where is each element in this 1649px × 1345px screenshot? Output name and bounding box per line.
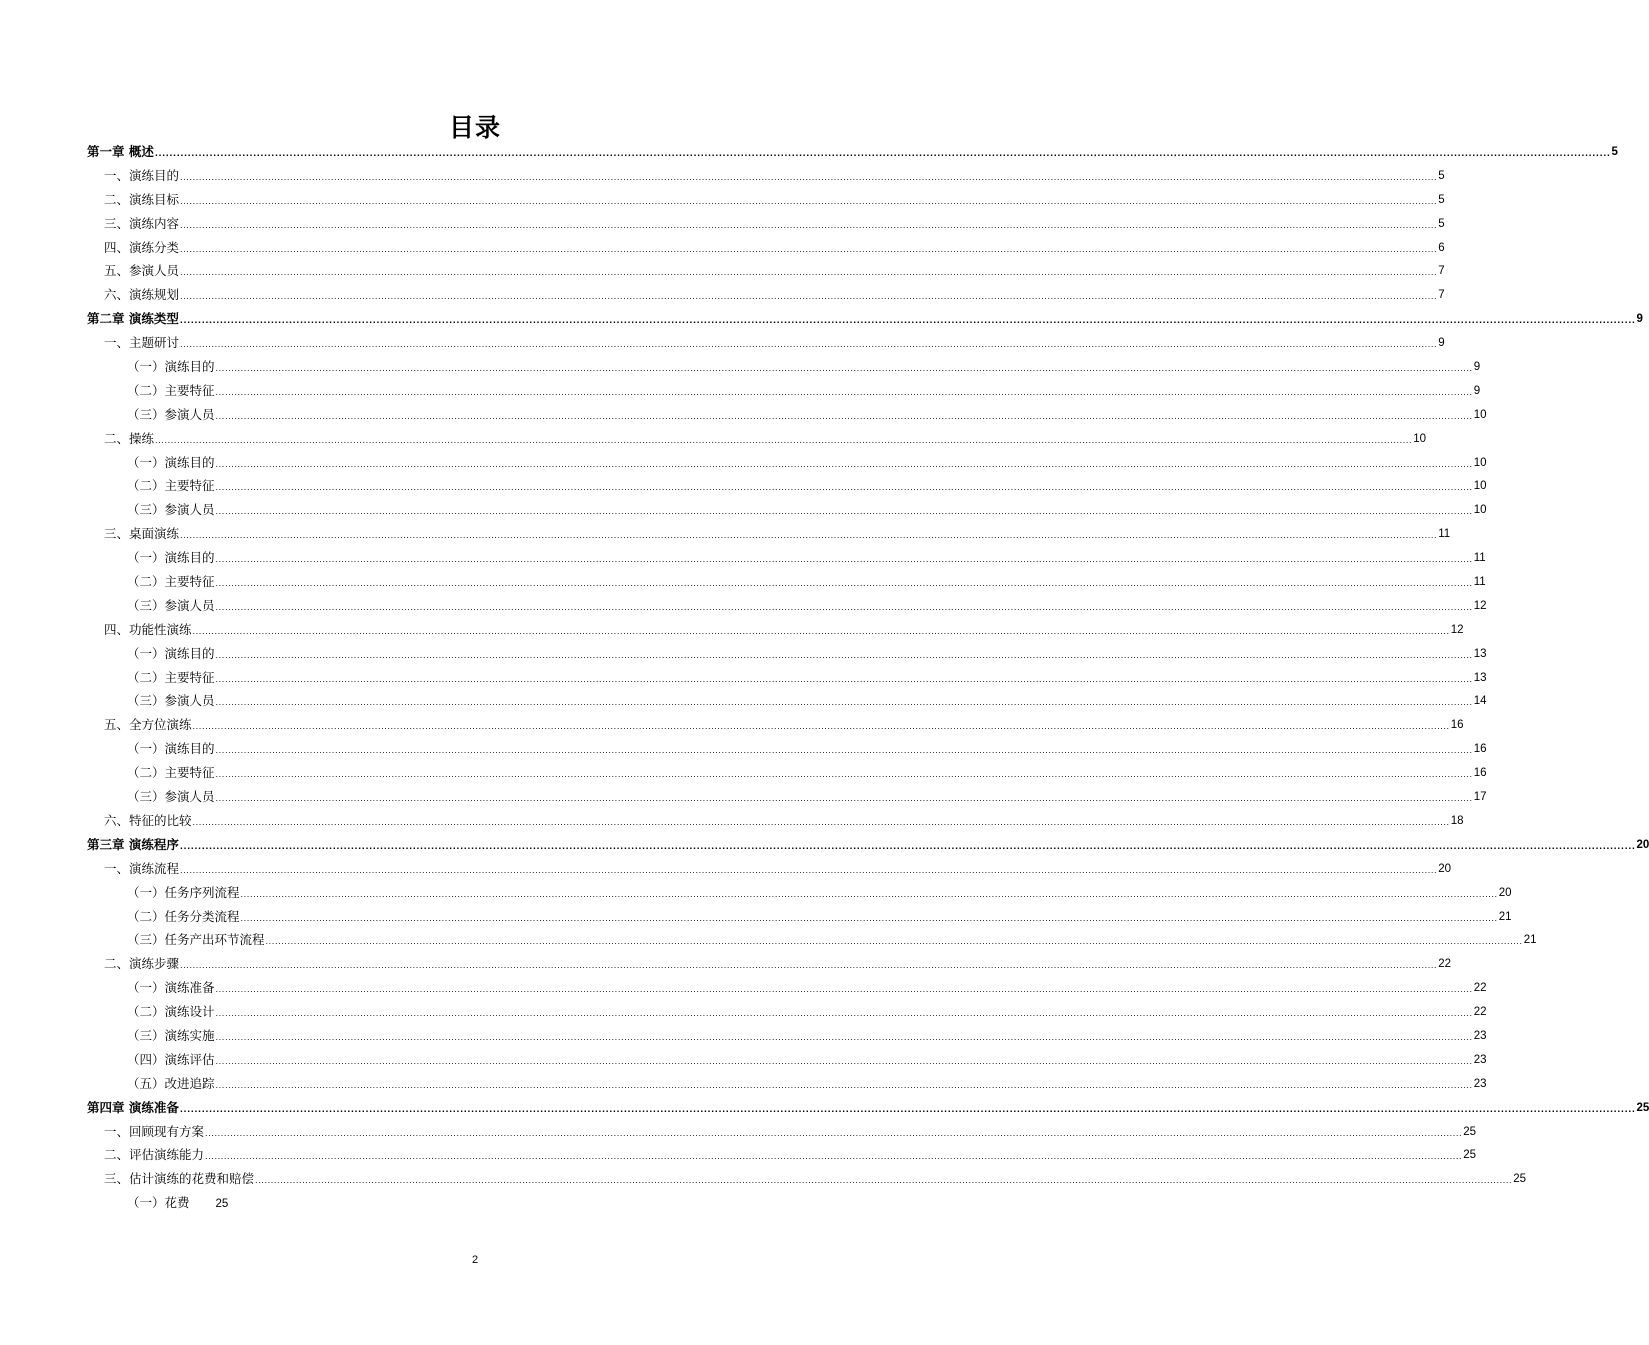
toc-entry-label: （一）演练目的 xyxy=(127,645,215,661)
toc-entry-link[interactable] xyxy=(87,144,1618,160)
toc-entry-label: （三）参演人员 xyxy=(127,789,215,805)
toc-entry-link[interactable] xyxy=(87,311,1643,327)
toc-entry-page: 22 xyxy=(1438,958,1451,971)
toc-entry-link[interactable] xyxy=(127,1004,1487,1020)
toc-entry-link[interactable] xyxy=(104,1147,1476,1163)
toc-entry-page: 22 xyxy=(1473,982,1487,995)
toc-entry-page: 21 xyxy=(1498,910,1512,923)
toc-entry-page: 5 xyxy=(1438,193,1445,206)
toc-line xyxy=(0,906,1512,930)
toc-entry-link[interactable] xyxy=(127,669,1487,686)
dot-leader: ................................................................................................................................................................................................................................................................................................................................................................................................................ xyxy=(179,841,1636,851)
toc-entry-page: 21 xyxy=(1523,934,1537,947)
toc-line xyxy=(0,619,1464,643)
toc-entry-link[interactable] xyxy=(127,1195,228,1212)
toc-entry-link[interactable] xyxy=(127,1075,1487,1092)
toc-line xyxy=(0,1073,1487,1097)
toc-entry-link[interactable] xyxy=(127,1051,1487,1068)
dot-leader: ................................................................................................................................................................................................................................................................................................................................................................................................................ xyxy=(215,985,1473,995)
toc-line xyxy=(0,810,1464,834)
dot-leader: ................................................................................................................................................................................................................................................................................................................................................................................................................ xyxy=(155,435,1413,445)
toc-entry-label: （三）演练实施 xyxy=(127,1027,215,1043)
toc-entry-page: 14 xyxy=(1473,695,1487,708)
toc-entry-page: 22 xyxy=(1473,1006,1487,1019)
toc-entry-label: 五、参演人员 xyxy=(104,263,180,279)
dot-leader: ................................................................................................................................................................................................................................................................................................................................................................................................................ xyxy=(179,1104,1636,1114)
dot-leader: ................................................................................................................................................................................................................................................................................................................................................................................................................ xyxy=(215,698,1473,708)
toc-entry-label: （二）任务分类流程 xyxy=(127,908,240,924)
toc-entry-link[interactable] xyxy=(127,550,1486,566)
toc-entry-page: 9 xyxy=(1438,337,1445,350)
toc-entry-link[interactable] xyxy=(127,789,1487,805)
dot-leader: ................................................................................................................................................................................................................................................................................................................................................................................................................ xyxy=(215,1056,1473,1066)
toc-line xyxy=(0,953,1451,977)
dot-leader: ................................................................................................................................................................................................................................................................................................................................................................................................................ xyxy=(180,961,1438,971)
toc-entry-link[interactable] xyxy=(104,167,1445,184)
toc-entry-page: 10 xyxy=(1413,432,1426,445)
toc-entry-link[interactable] xyxy=(104,287,1445,303)
dot-leader: ................................................................................................................................................................................................................................................................................................................................................................................................................ xyxy=(154,149,1611,158)
toc-entry-label: 四、功能性演练 xyxy=(104,621,192,637)
toc-entry-link[interactable] xyxy=(104,335,1445,351)
toc-line xyxy=(0,690,1487,714)
toc-entry-page: 7 xyxy=(1438,265,1445,278)
toc-entry-link[interactable] xyxy=(127,908,1512,925)
toc-entry-label: 二、演练目标 xyxy=(104,191,180,207)
toc-entry-page: 7 xyxy=(1438,289,1445,302)
toc-entry-label: （三）参演人员 xyxy=(127,693,215,709)
toc-line xyxy=(0,738,1487,762)
toc-entry-link[interactable] xyxy=(87,1099,1649,1116)
dot-leader: ................................................................................................................................................................................................................................................................................................................................................................................................................ xyxy=(240,913,1498,923)
toc-entry-page: 10 xyxy=(1473,504,1487,517)
toc-entry-label: 二、评估演练能力 xyxy=(104,1147,205,1163)
toc-entry-link[interactable] xyxy=(104,1123,1476,1140)
toc-entry-page: 5 xyxy=(1611,146,1618,158)
toc-entry-label: （一）演练目的 xyxy=(127,359,215,375)
toc-entry-page: 23 xyxy=(1473,1029,1487,1042)
toc-line xyxy=(0,404,1487,428)
toc-entry-label: （三）参演人员 xyxy=(127,406,215,422)
toc-line xyxy=(0,452,1487,476)
toc-entry-label: 三、估计演练的花费和赔偿 xyxy=(104,1171,255,1187)
toc-entry-page: 16 xyxy=(1473,743,1487,756)
toc-entry-page: 25 xyxy=(1463,1125,1476,1138)
toc-entry-link[interactable] xyxy=(104,812,1464,829)
dot-leader: ................................................................................................................................................................................................................................................................................................................................................................................................................ xyxy=(215,650,1473,660)
toc-entry-page: 10 xyxy=(1473,480,1487,493)
dot-leader: ................................................................................................................................................................................................................................................................................................................................................................................................................ xyxy=(180,244,1438,254)
toc-entry-page: 25 xyxy=(1636,1101,1649,1114)
toc-line xyxy=(0,643,1487,667)
toc-line xyxy=(0,714,1464,738)
dot-leader: ................................................................................................................................................................................................................................................................................................................................................................................................................ xyxy=(215,1009,1473,1019)
toc-line xyxy=(0,1025,1487,1049)
toc-line xyxy=(0,1049,1487,1073)
toc-line xyxy=(0,834,1649,858)
toc-entry-link[interactable] xyxy=(127,359,1481,375)
toc-entry-link[interactable] xyxy=(127,741,1487,757)
toc-entry-link[interactable] xyxy=(104,263,1445,279)
toc-entry-label: （一）演练准备 xyxy=(127,980,215,996)
toc-entry-link[interactable] xyxy=(104,860,1451,877)
toc-entry-label: （一）任务序列流程 xyxy=(127,884,240,900)
toc-line xyxy=(0,667,1487,691)
toc-entry-page: 13 xyxy=(1473,647,1487,660)
toc-entry-link[interactable] xyxy=(127,574,1486,590)
toc-entry-page: 5 xyxy=(1438,217,1445,230)
toc-entry-label: （三）任务产出环节流程 xyxy=(127,932,265,948)
dot-leader: ................................................................................................................................................................................................................................................................................................................................................................................................................ xyxy=(180,172,1438,182)
toc-line xyxy=(0,977,1487,1001)
toc-line xyxy=(0,165,1445,189)
toc-entry-page: 10 xyxy=(1473,408,1487,421)
dot-leader: ................................................................................................................................................................................................................................................................................................................................................................................................................ xyxy=(215,579,1473,589)
toc-entry-page: 12 xyxy=(1473,599,1487,612)
dot-leader: ................................................................................................................................................................................................................................................................................................................................................................................................................ xyxy=(215,794,1473,804)
toc-entry-link[interactable] xyxy=(127,478,1487,494)
dot-leader: ................................................................................................................................................................................................................................................................................................................................................................................................................ xyxy=(205,1152,1463,1162)
toc-line xyxy=(0,284,1445,308)
toc-entry-link[interactable] xyxy=(127,406,1487,423)
dot-leader: ................................................................................................................................................................................................................................................................................................................................................................................................................ xyxy=(192,626,1450,636)
toc-line xyxy=(0,475,1487,499)
toc-entry-page: 23 xyxy=(1473,1077,1487,1090)
toc-entry-link[interactable] xyxy=(104,430,1426,447)
toc-entry-link[interactable] xyxy=(104,526,1451,542)
toc-line xyxy=(0,786,1487,810)
toc-entry-link[interactable] xyxy=(127,645,1487,662)
toc-entry-page: 12 xyxy=(1450,623,1464,636)
toc-entry-label: （二）演练设计 xyxy=(127,1004,215,1020)
toc-entry-label: （三）参演人员 xyxy=(127,597,215,613)
toc-entry-page: 20 xyxy=(1636,838,1649,851)
toc-entry-label: 第四章 演练准备 xyxy=(87,1099,179,1115)
toc-line xyxy=(0,523,1451,547)
toc-entry-page: 23 xyxy=(1473,1053,1487,1066)
toc-entry-label: 五、全方位演练 xyxy=(104,717,192,733)
toc-entry-page: 25 xyxy=(215,1198,229,1211)
toc-entry-page: 16 xyxy=(1450,719,1464,732)
toc-entry-link[interactable] xyxy=(127,932,1537,948)
dot-leader: ................................................................................................................................................................................................................................................................................................................................................................................................................ xyxy=(215,555,1473,565)
toc-entry-label: 三、演练内容 xyxy=(104,215,180,231)
dot-leader: ................................................................................................................................................................................................................................................................................................................................................................................................................ xyxy=(179,316,1636,326)
toc-line xyxy=(0,380,1481,404)
toc-line xyxy=(0,1144,1476,1168)
toc-entry-link[interactable] xyxy=(87,836,1649,853)
toc-entry-link[interactable] xyxy=(104,239,1445,256)
toc-line xyxy=(0,308,1643,332)
toc-line xyxy=(0,356,1481,380)
toc-entry-link[interactable] xyxy=(127,884,1512,901)
toc-line xyxy=(0,260,1445,284)
toc-entry-page: 17 xyxy=(1473,791,1487,804)
toc-entry-label: 一、演练目的 xyxy=(104,167,180,183)
dot-leader: ................................................................................................................................................................................................................................................................................................................................................................................................................ xyxy=(205,1128,1463,1138)
toc-entry-page: 9 xyxy=(1473,384,1481,397)
toc-entry-link[interactable] xyxy=(127,597,1487,614)
toc-entry-link[interactable] xyxy=(127,980,1487,996)
toc-line xyxy=(0,1192,950,1216)
toc-entry-label: 一、回顾现有方案 xyxy=(104,1123,205,1139)
page-title: 目录 xyxy=(448,113,501,142)
toc-entry-label: （四）演练评估 xyxy=(127,1051,215,1067)
toc-line xyxy=(0,1001,1487,1025)
toc-entry-link[interactable] xyxy=(127,502,1487,518)
toc-entry-link[interactable] xyxy=(104,191,1445,208)
dot-leader: ................................................................................................................................................................................................................................................................................................................................................................................................................ xyxy=(180,196,1438,206)
toc-entry-page: 9 xyxy=(1473,361,1481,374)
toc-line xyxy=(0,858,1451,882)
toc-entry-label: （一）花费 xyxy=(127,1195,190,1211)
toc-entry-label: 二、操练 xyxy=(104,430,155,446)
toc-entry-link[interactable] xyxy=(127,765,1487,781)
dot-leader: ................................................................................................................................................................................................................................................................................................................................................................................................................ xyxy=(215,746,1473,756)
toc-entry-link[interactable] xyxy=(104,717,1464,733)
dot-leader: ................................................................................................................................................................................................................................................................................................................................................................................................................ xyxy=(240,889,1498,899)
toc-line xyxy=(0,1121,1476,1145)
toc-line xyxy=(0,762,1487,786)
toc-entry-page: 20 xyxy=(1438,862,1451,875)
toc-entry-label: 第一章 概述 xyxy=(87,144,154,159)
table-of-contents xyxy=(0,141,1649,1216)
toc-entry-link[interactable] xyxy=(127,454,1487,471)
dot-leader: ................................................................................................................................................................................................................................................................................................................................................................................................................ xyxy=(192,817,1450,827)
dot-leader: ................................................................................................................................................................................................................................................................................................................................................................................................................ xyxy=(180,340,1438,350)
toc-entry-link[interactable] xyxy=(104,956,1451,972)
toc-line xyxy=(0,1168,1526,1192)
toc-entry-label: 二、演练步骤 xyxy=(104,956,180,972)
dot-leader: ................................................................................................................................................................................................................................................................................................................................................................................................................ xyxy=(180,531,1438,541)
toc-line xyxy=(0,189,1445,213)
dot-leader: ................................................................................................................................................................................................................................................................................................................................................................................................................ xyxy=(215,387,1473,397)
toc-entry-page: 25 xyxy=(1463,1149,1476,1162)
toc-entry-page: 6 xyxy=(1438,241,1445,254)
toc-entry-label: 第三章 演练程序 xyxy=(87,836,179,852)
toc-entry-page: 18 xyxy=(1450,814,1464,827)
dot-leader: ................................................................................................................................................................................................................................................................................................................................................................................................................ xyxy=(215,411,1473,421)
toc-entry-label: （五）改进追踪 xyxy=(127,1075,215,1091)
toc-entry-page: 13 xyxy=(1473,671,1487,684)
dot-leader: ................................................................................................................................................................................................................................................................................................................................................................................................................ xyxy=(215,459,1473,469)
dot-leader: ................................................................................................................................................................................................................................................................................................................................................................................................................ xyxy=(180,865,1438,875)
toc-entry-label: 一、演练流程 xyxy=(104,860,180,876)
toc-entry-label: （二）主要特征 xyxy=(127,765,215,781)
toc-line xyxy=(0,882,1512,906)
dot-leader: ................................................................................................................................................................................................................................................................................................................................................................................................................ xyxy=(215,1080,1473,1090)
dot-leader: ................................................................................................................................................................................................................................................................................................................................................................................................................ xyxy=(215,602,1473,612)
dot-leader: ................................................................................................................................................................................................................................................................................................................................................................................................................ xyxy=(215,1032,1473,1042)
toc-entry-label: 六、特征的比较 xyxy=(104,812,192,828)
toc-line xyxy=(0,213,1445,237)
toc-line xyxy=(0,332,1445,356)
dot-leader: ................................................................................................................................................................................................................................................................................................................................................................................................................ xyxy=(180,292,1438,302)
toc-entry-label: （一）演练目的 xyxy=(127,454,215,470)
dot-leader: ................................................................................................................................................................................................................................................................................................................................................................................................................ xyxy=(215,507,1473,517)
toc-entry-label: （一）演练目的 xyxy=(127,741,215,757)
toc-entry-label: （二）主要特征 xyxy=(127,669,215,685)
toc-line xyxy=(0,237,1445,261)
toc-entry-link[interactable] xyxy=(127,1027,1487,1044)
dot-leader: ................................................................................................................................................................................................................................................................................................................................................................................................................ xyxy=(215,674,1473,684)
dot-leader: ................................................................................................................................................................................................................................................................................................................................................................................................................ xyxy=(180,268,1438,278)
toc-entry-page: 25 xyxy=(1513,1173,1526,1186)
toc-entry-page: 11 xyxy=(1473,576,1486,589)
dot-leader: ................................................................................................................................................................................................................................................................................................................................................................................................................ xyxy=(215,364,1473,374)
toc-entry-link[interactable] xyxy=(127,693,1487,709)
toc-entry-label: 三、桌面演练 xyxy=(104,526,180,542)
dot-leader: ................................................................................................................................................................................................................................................................................................................................................................................................................ xyxy=(215,483,1473,493)
page-number: 2 xyxy=(471,1254,479,1266)
toc-line xyxy=(0,141,1618,165)
toc-line xyxy=(0,1097,1649,1121)
toc-entry-label: 一、主题研讨 xyxy=(104,335,180,351)
toc-entry-label: （二）主要特征 xyxy=(127,478,215,494)
dot-leader: ................................................................................................................................................................................................................................................................................................................................................................................................................ xyxy=(215,770,1473,780)
toc-line xyxy=(0,428,1426,452)
toc-entry-label: （二）主要特征 xyxy=(127,382,215,398)
toc-entry-page: 10 xyxy=(1473,456,1487,469)
toc-entry-page: 16 xyxy=(1473,767,1487,780)
toc-entry-label: 四、演练分类 xyxy=(104,239,180,255)
toc-entry-page: 20 xyxy=(1498,886,1512,899)
toc-entry-link[interactable] xyxy=(104,1171,1526,1187)
toc-entry-link[interactable] xyxy=(104,621,1464,638)
toc-line xyxy=(0,571,1486,595)
dot-leader: ................................................................................................................................................................................................................................................................................................................................................................................................................ xyxy=(255,1176,1513,1186)
toc-entry-link[interactable] xyxy=(127,382,1481,399)
toc-line xyxy=(0,595,1487,619)
toc-entry-label: （三）参演人员 xyxy=(127,502,215,518)
dot-leader: ................................................................................................................................................................................................................................................................................................................................................................................................................ xyxy=(180,220,1438,230)
toc-entry-label: （一）演练目的 xyxy=(127,550,215,566)
dot-leader: ................................................................................................................................................................................................................................................................................................................................................................................................................ xyxy=(265,937,1523,947)
toc-entry-page: 11 xyxy=(1438,528,1451,541)
toc-entry-page: 11 xyxy=(1473,552,1486,565)
toc-entry-label: （二）主要特征 xyxy=(127,574,215,590)
dot-leader: ................................................................................................................................................................................................................................................................................................................................................................................................................ xyxy=(192,722,1450,732)
toc-line xyxy=(0,499,1487,523)
toc-entry-label: 第二章 演练类型 xyxy=(87,311,179,327)
toc-entry-page: 5 xyxy=(1438,169,1445,182)
toc-entry-label: 六、演练规划 xyxy=(104,287,180,303)
toc-line xyxy=(0,547,1486,571)
toc-entry-page: 9 xyxy=(1636,313,1643,326)
toc-entry-link[interactable] xyxy=(104,215,1445,232)
toc-line xyxy=(0,929,1537,953)
